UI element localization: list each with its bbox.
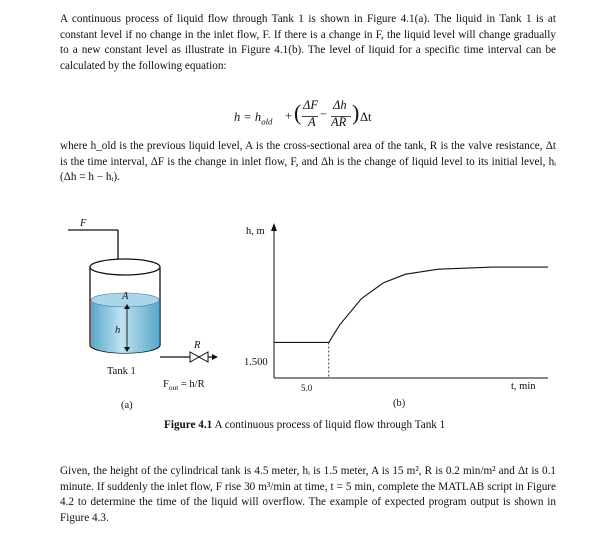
tank-label: Tank 1 bbox=[107, 366, 136, 377]
eq-paren-right: ) bbox=[352, 100, 360, 125]
eq-AR: AR bbox=[331, 115, 347, 129]
where-line: level to its initial level, hᵢ (Δh = h − hᵢ). bbox=[60, 155, 557, 184]
level-curve bbox=[274, 267, 548, 342]
given-line: Given, the height of the cylindrical tank is 4.5 meter, hᵢ is 1.5 meter, A is 15 m², R is 0.2 min/m² and bbox=[60, 465, 515, 477]
intro-line: time interval can be calculated by the following equation: bbox=[60, 44, 557, 72]
given-line: script in Figure 4.2 to determine the time of the liquid will overflow. The example of expected bbox=[60, 480, 556, 509]
where-line: resistance, Δt is the time interval, ΔF is the change in inlet flow, F, and Δh is the change of liquid bbox=[60, 140, 557, 168]
eq-dF: ΔF bbox=[303, 98, 318, 112]
eq-dh: Δh bbox=[333, 98, 347, 112]
y-tick-label: 1.500 bbox=[244, 357, 268, 368]
eq-lhs: $h = h_{old}$ bbox=[234, 110, 273, 127]
area-label: A bbox=[122, 291, 129, 302]
eq-A: A bbox=[308, 115, 316, 129]
y-axis-label: h, m bbox=[246, 226, 265, 237]
eq-plus: + bbox=[285, 109, 293, 123]
given-line: program output is shown in Figure 4.3. bbox=[60, 496, 557, 524]
intro-line: change gradually to a new constant level as illustrate in Figure 4.1(b). The level of liquid for a specific bbox=[60, 28, 556, 57]
eq-dt: Δt bbox=[360, 110, 372, 124]
eq-minus: − bbox=[320, 107, 328, 121]
panel-b-label: (b) bbox=[393, 398, 406, 409]
panel-a-label: (a) bbox=[121, 400, 133, 411]
height-label: h bbox=[115, 325, 121, 336]
figure-caption: Figure 4.1 A continuous process of liquid flow through Tank 1 bbox=[164, 419, 446, 431]
where-line: where h_old is the previous liquid level, A is the cross-sectional area of the tank, R is the valve bbox=[60, 140, 493, 152]
x-axis-label: t, min bbox=[511, 381, 536, 392]
inlet-label: F bbox=[80, 218, 87, 229]
y-axis-arrow-icon bbox=[271, 223, 277, 231]
eq-paren-left: ( bbox=[294, 100, 302, 125]
intro-line: is at constant level if no change in the inlet flow, F. If there is a change in F, the liquid level will bbox=[60, 13, 556, 41]
given-line: Δt is 0.1 minute. If suddenly the inlet flow, F rise 30 m³/min at time, t = 5 min, complete the MATLAB bbox=[60, 465, 556, 493]
given-paragraph bbox=[60, 464, 556, 526]
outflow-label: $F_{out} = h/R$ bbox=[163, 379, 205, 393]
x-tick-label: 5.0 bbox=[301, 383, 313, 393]
valve-label: R bbox=[194, 340, 201, 351]
intro-line: A continuous process of liquid flow through Tank 1 is shown in Figure 4.1(a). The liquid in Tank 1 bbox=[60, 13, 532, 25]
